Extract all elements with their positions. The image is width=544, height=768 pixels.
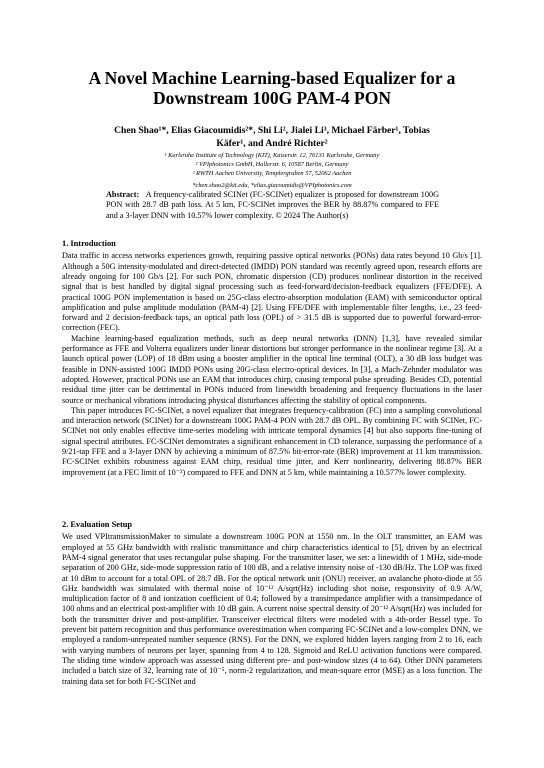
contact-emails: *chen.shao2@kit.edu, *elias.giacoumidis@VPIphotonics.com [192,182,352,189]
setup-paragraph-1: We used VPItransmissionMaker to simulate a downstream 100G PON at 1550 nm. In the OLT transmitter, an EAM was employed at 55 GHz bandwidth with realistic transmittance and chirp characteristics identical to [5], driven by an electrical PAM-4 signal generator that uses rectangular pulse shaping. For the transmitter laser, we set: a linewidth of 1 MHz, side-mode separation of 200 GHz, side-mode suppression ratio of 100 dB, and a relative intensity noise of -130 dB/Hz. The LOP was fixed at 10 dBm to account for a total OPL of 28.7 dB. For the optical network unit (ONU) receiver, an avalanche photo-diode at 55 GHz bandwidth was simulated with thermal noise of 10⁻¹² A/sqrt(Hz) including shot noise, responsivity of 0.9 A/W, multiplication factor of 8 and ionization coefficient of 0.4; followed by a transimpedance amplifier with a transimpedance of 100 ohms and an electrical post-amplifier with 10 dB gain. A current noise spectral density of 20⁻¹² A/sqrt(Hz) was included for both the transmitter driver and post-amplifier. Transceiver electrical filters were modeled with a 4th-order Bessel type. To prevent bit pattern recognition and thus performance overestimation when comparing FC-SCINet and a low-complex DNN, we employed a random-unrepeated number sequence (RNS). For the DNN, we explored hidden layers ranging from 2 to 16, each with varying numbers of neurons per layer, spanning from 4 to 128. Sigmoid and ReLU activation functions were compared. The sliding time window approach was assessed using different pre- and post-window sizes (4 to 64). Other DNN parameters included a batch size of 32, learning rate of 10⁻⁵, norm-2 regularization, and mean-square error (MSE) as a loss function. The training data set for both FC-SCINet and [62,532,482,686]
abstract-text: A frequency-calibrated SCINet (FC-SCINet) equalizer is proposed for downstream 100G PON with 28.7 dB path loss. At 5 km, FC-SCINet improves the BER by 88.87% compared to FFE and a 3-layer DNN with 10.57% lower complexity. © 2024 The Author(s) [106,190,439,220]
intro-paragraph-1: Data traffic in access networks experiences growth, requiring passive optical networks (PONs) data rates beyond 10 Gb/s [1]. Although a 50G intensity-modulated and direct-detected (IMDD) PON standard was recently agreed upon, research efforts are already ongoing for 100 Gb/s [2]. For such PON, chromatic dispersion (CD) produces nonlinear distortion in the received signal that is best handled by digital signal processing such as feed-forward/decision-feedback equalizers (FFE/DFE). A practical 100G PON implementation is based on 25G-class electro-absorption modulation (EAM) with semiconductor optical amplification and pulse amplitude modulation (PAM-4) [2]. Using FFE/DFE with implementable filter lengths, i.e., 23 feed-forward and 2 decision-feedback taps, an optical path loss (OPL) of > 31.5 dB is supported due to powerful forward-error-correction (FEC). [62,251,482,333]
section-introduction [62,239,482,478]
affiliation-rwth: ³ RWTH Aachen University, Templergraben 57, 52062 Aachen [192,170,352,177]
author-list [70,125,474,150]
abstract-label: Abstract: [106,190,140,199]
title-line-1: A Novel Machine Learning-based Equalizer for a [88,68,456,88]
intro-paragraph-2: Machine learning-based equalization methods, such as deep neural networks (DNN) [1,3], have revealed similar performance as FFE and Volterra equalizers under linear distortions but stronger performance in the nonlinear regime [3]. At a launch optical power (LOP) of 18 dBm using a booster amplifier in the optical line terminal (OLT), a 30 dB loss budget was feasible in DNN-assisted 100G IMDD PONs using 20G-class electro-optical devices. In [3], a Mach-Zehnder modulator was adopted. However, practical PONs use an EAM that introduces chirp, causing temporal pulse spreading. Besides CD, potential residual time jitter can be detrimental in PONs induced from linewidth broadening and frequency fluctuations in the laser source or mechanical vibrations introducing physical disturbances affecting the stability of optical components. [62,333,482,405]
section-heading-introduction: 1. Introduction [62,239,116,248]
title-line-2: Downstream 100G PAM-4 PON [153,88,391,108]
abstract [106,190,439,221]
affiliation-vpi: ² VPIphotonics GmbH, Hallerstr. 6, 10587 Berlin, Germany [195,161,349,168]
paper-title [40,68,504,108]
section-evaluation-setup [62,520,482,687]
affiliations [60,151,484,190]
authors-line-1: Chen Shao¹*, Elias Giacoumidis²*, Shi Li², Jialei Li³, Michael Färber¹, Tobias [114,125,430,136]
affiliation-kit: ¹ Karlsruhe Institute of Technology (KIT), Kaiserstr. 12, 76131 Karlsruhe, Germany [164,152,380,159]
intro-paragraph-3: This paper introduces FC-SCINet, a novel equalizer that integrates frequency-calibration (FC) into a sampling convolutional and interaction network (SCINet) for a downstream 100G PAM-4 PON with 28.7 dB OPL. By combining FC with SCINet, FC-SCINet not only enables effective time-series modeling with intricate temporal dynamics [4] but also supports fine-tuning of signal spectral attributes. FC-SCINet demonstrates a significant enhancement in CD tolerance, surpassing the performance of a 9/21-tap FFE and a 3-layer DNN by achieving a minimum of 87.5% bit-error-rate (BER) improvement at 11 km transmission. FC-SCINet exhibits robustness against EAM chirp, residual time jitter, and Kerr nonlinearity, delivering 88.87% BER improvement (at a FEC limit of 10⁻²) compared to FFE and DNN at 5 km, while maintaining a 10.577% lower complexity. [62,405,482,477]
authors-line-2: Käfer¹, and André Richter² [216,137,328,149]
section-heading-evaluation-setup: 2. Evaluation Setup [62,520,133,529]
